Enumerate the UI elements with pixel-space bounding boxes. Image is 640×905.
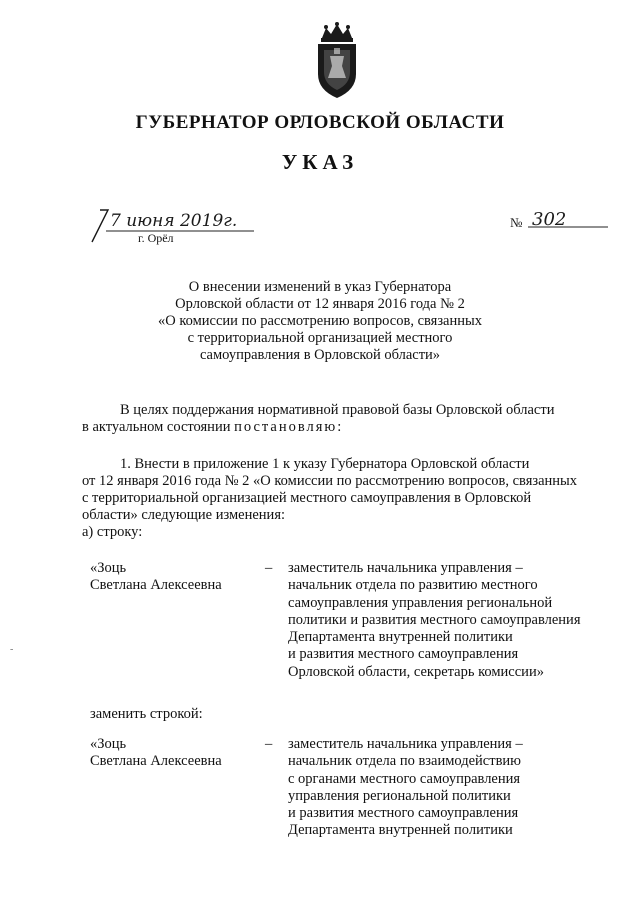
subject-line: Орловской области от 12 января 2016 года № 2 xyxy=(175,296,465,312)
sub-item-a: а) строку: xyxy=(82,524,143,540)
authority-title: ГУБЕРНАТОР ОРЛОВСКОЙ ОБЛАСТИ xyxy=(135,112,505,133)
preamble-line: В целях поддержания нормативной правовой базы Орловской области xyxy=(120,402,555,418)
handwritten-date xyxy=(86,198,286,248)
city-label: г. Орёл xyxy=(138,231,174,245)
item-line: 1. Внести в приложение 1 к указу Губернатора Орловской области xyxy=(120,456,530,472)
document-type-title: УКАЗ xyxy=(281,150,359,174)
decree-verb: постановляю: xyxy=(234,419,344,435)
item-line: области» следующие изменения: xyxy=(82,507,286,523)
subject-line: самоуправления в Орловской области» xyxy=(199,347,441,363)
coat-of-arms-emblem xyxy=(312,22,362,100)
handwritten-number xyxy=(526,205,610,235)
item-line: с территориальной организацией местного самоуправления в Орловской xyxy=(82,490,532,506)
subject-line: с территориальной организацией местного xyxy=(187,330,453,346)
replace-with-label: заменить строкой: xyxy=(90,706,203,722)
number-label: № xyxy=(510,215,523,230)
document-number xyxy=(510,205,610,235)
subject-line: О внесении изменений в указ Губернатора xyxy=(188,279,452,295)
person-name: «Зоць Светлана Алексеевна xyxy=(90,560,222,594)
position-description: заместитель начальника управления – начальник отдела по взаимодействию с органами местного самоуправления управления региональной политики и развития местного самоуправления Департамента внутренней политики xyxy=(288,736,523,839)
preamble-line: в актуальном состоянии постановляю: xyxy=(82,419,344,435)
entry-dash: – xyxy=(265,560,273,576)
item-1-paragraph xyxy=(82,456,590,541)
svg-text:7 июня 2019г.: 7 июня 2019г. xyxy=(110,211,238,231)
item-line: от 12 января 2016 года № 2 «О комиссии по рассмотрению вопросов, связанных xyxy=(82,473,578,489)
position-description: заместитель начальника управления – начальник отдела по развитию местного самоуправления управления региональной политики и развития местного самоуправления Департамента внутренней политики и развития местного самоуправления Орловской области, секретарь комиссии» xyxy=(288,560,581,680)
document-subject xyxy=(0,279,640,364)
person-name: «Зоць Светлана Алексеевна xyxy=(90,736,222,770)
margin-mark: - xyxy=(10,644,14,655)
preamble-paragraph xyxy=(82,402,590,436)
entry-dash: – xyxy=(265,736,273,752)
svg-text:302: 302 xyxy=(532,209,567,230)
subject-line: «О комиссии по рассмотрению вопросов, связанных xyxy=(157,313,483,329)
